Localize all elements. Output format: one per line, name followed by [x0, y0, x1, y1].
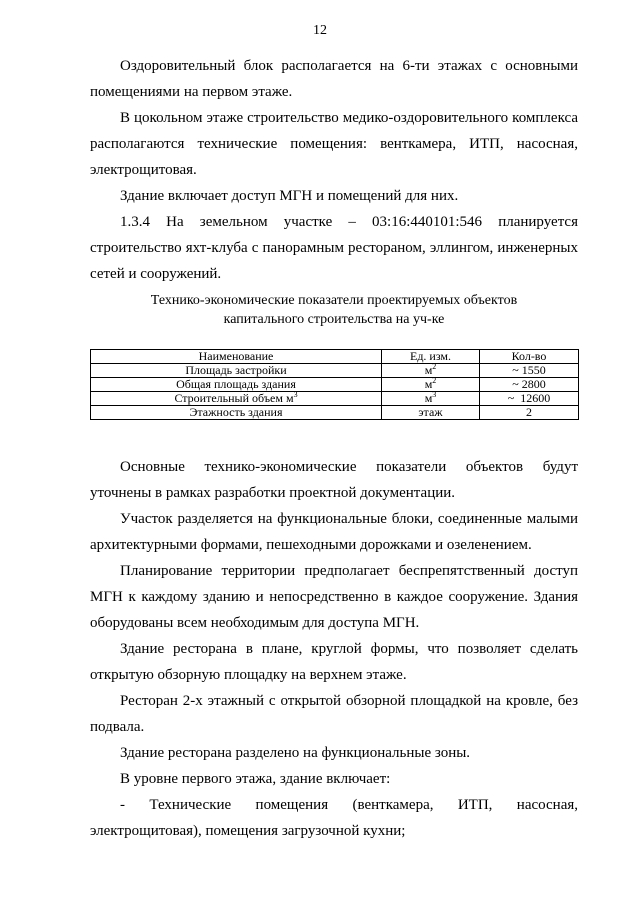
table-caption — [90, 291, 578, 329]
paragraph-indicators: Основные технико-экономические показатели объектов будут уточнены в рамках разработки проектной документации. — [90, 459, 578, 501]
paragraph-basement: В цокольном этаже строительство медико-оздоровительного комплекса располагаются технические помещения: венткамера, ИТП, насосная, электрощитовая. — [90, 110, 578, 178]
paragraph-territory-planning: Планирование территории предполагает беспрепятственный доступ МГН к каждому зданию и непосредственно в каждое сооружение. Здания оборудованы всем необходимым для доступа МГН. — [90, 563, 578, 631]
cell-unit: $м^2$ — [382, 378, 480, 392]
cell-name: Площадь застройки — [91, 364, 382, 378]
table-row — [91, 406, 579, 420]
table-row — [91, 378, 579, 392]
cell-unit: $м^2$ — [382, 364, 480, 378]
paragraph-functional-blocks: Участок разделяется на функциональные блоки, соединенные малыми архитектурными формами, пешеходными дорожками и озеленением. — [90, 511, 578, 553]
cell-value: 2 — [480, 406, 579, 420]
paragraph-functional-zones: Здание ресторана разделено на функциональные зоны. — [120, 745, 471, 761]
header-unit: Ед. изм. — [382, 350, 480, 364]
header-name: Наименование — [91, 350, 382, 364]
paragraph-mgn-access: Здание включает доступ МГН и помещений для них. — [120, 188, 459, 204]
header-qty: Кол-во — [480, 350, 579, 364]
table-header-row — [91, 350, 579, 364]
cell-value: ~ 1550 — [480, 364, 579, 378]
tep-table — [90, 349, 579, 420]
table-caption-line-2: капитального строительства на уч-ке — [223, 312, 445, 327]
cell-unit: этаж — [382, 406, 480, 420]
paragraph-restaurant-shape: Здание ресторана в плане, круглой формы, что позволяет сделать открытую обзорную площадку на верхнем этаже. — [90, 641, 578, 683]
cell-name: Общая площадь здания — [91, 378, 382, 392]
paragraph-first-floor: В уровне первого этажа, здание включает: — [120, 771, 391, 787]
cell-name: Строительный объем $м^3$ — [91, 392, 382, 406]
paragraph-yacht-club: 1.3.4 На земельном участке – 03:16:440101:546 планируется строительство яхт-клуба с панорамным рестораном, эллингом, инженерных сетей и сооружений. — [90, 214, 578, 282]
cell-value: ~ 12600 — [480, 392, 579, 406]
table-caption-line-1: Технико-экономические показатели проектируемых объектов — [150, 293, 518, 308]
page-number: 12 — [313, 23, 327, 38]
paragraph-health-block: Оздоровительный блок располагается на 6-ти этажах с основными помещениями на первом этаже. — [90, 58, 578, 100]
list-item-technical-rooms: - Технические помещения (венткамера, ИТП, насосная, электрощитовая), помещения загрузочной кухни; — [90, 797, 578, 839]
table-row — [91, 364, 579, 378]
cell-unit: $м^3$ — [382, 392, 480, 406]
paragraph-restaurant-floors: Ресторан 2-х этажный с открытой обзорной площадкой на кровле, без подвала. — [90, 693, 578, 735]
cell-value: ~ 2800 — [480, 378, 579, 392]
table-row — [91, 392, 579, 406]
cell-name: Этажность здания — [91, 406, 382, 420]
